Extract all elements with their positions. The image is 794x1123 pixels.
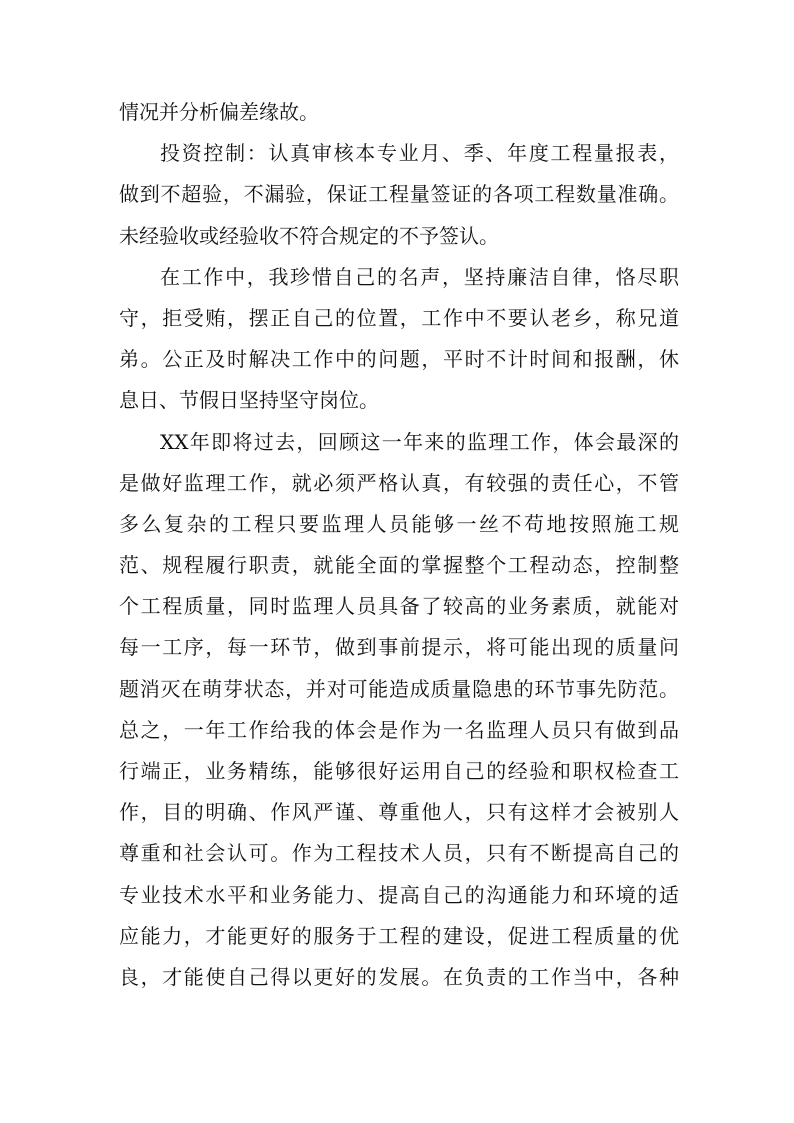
text-line: 投资控制：认真审核本专业月、季、年度工程量报表， xyxy=(160,141,679,166)
text-line: 息日、节假日坚持坚守岗位。 xyxy=(119,388,379,413)
text-line: 未经验收或经验收不符合规定的不予签认。 xyxy=(119,223,499,248)
text-line: 良，才能使自己得以更好的发展。在负责的工作当中，各种 xyxy=(119,964,679,989)
text-line: 在工作中，我珍惜自己的名声，坚持廉洁自律，恪尽职 xyxy=(160,264,679,289)
text-line: 尊重和社会认可。作为工程技术人员，只有不断提高自己的 xyxy=(119,841,679,866)
text-line: 总之，一年工作给我的体会是作为一名监理人员只有做到品 xyxy=(119,717,679,742)
text-line: 做到不超验，不漏验，保证工程量签证的各项工程数量准确。 xyxy=(119,182,679,207)
text-line: 多么复杂的工程只要监理人员能够一丝不苟地按照施工规 xyxy=(119,511,679,536)
text-line: 应能力，才能更好的服务于工程的建设，促进工程质量的优 xyxy=(119,923,679,948)
body-text xyxy=(119,92,679,998)
text-line: 专业技术水平和业务能力、提高自己的沟通能力和环境的适 xyxy=(119,882,679,907)
text-line: 是做好监理工作，就必须严格认真，有较强的责任心，不管 xyxy=(119,470,679,495)
text-line: 情况并分析偏差缘故。 xyxy=(119,100,319,124)
text-line: 范、规程履行职责，就能全面的掌握整个工程动态，控制整 xyxy=(119,553,679,578)
text-line: 每一工序，每一环节，做到事前提示，将可能出现的质量问 xyxy=(119,635,679,660)
text-line: XX年即将过去，回顾这一年来的监理工作，体会最深的 xyxy=(160,429,679,454)
text-line: 个工程质量，同时监理人员具备了较高的业务素质，就能对 xyxy=(119,594,679,619)
text-line: 弟。公正及时解决工作中的问题，平时不计时间和报酬，休 xyxy=(119,347,679,372)
text-line: 题消灭在萌芽状态，并对可能造成质量隐患的环节事先防范。 xyxy=(119,676,679,701)
text-line: 行端正，业务精练，能够很好运用自己的经验和职权检查工 xyxy=(119,759,679,783)
text-line: 作，目的明确、作风严谨、尊重他人，只有这样才会被别人 xyxy=(119,800,679,825)
text-line: 守，拒受贿，摆正自己的位置，工作中不要认老乡，称兄道 xyxy=(119,305,679,330)
